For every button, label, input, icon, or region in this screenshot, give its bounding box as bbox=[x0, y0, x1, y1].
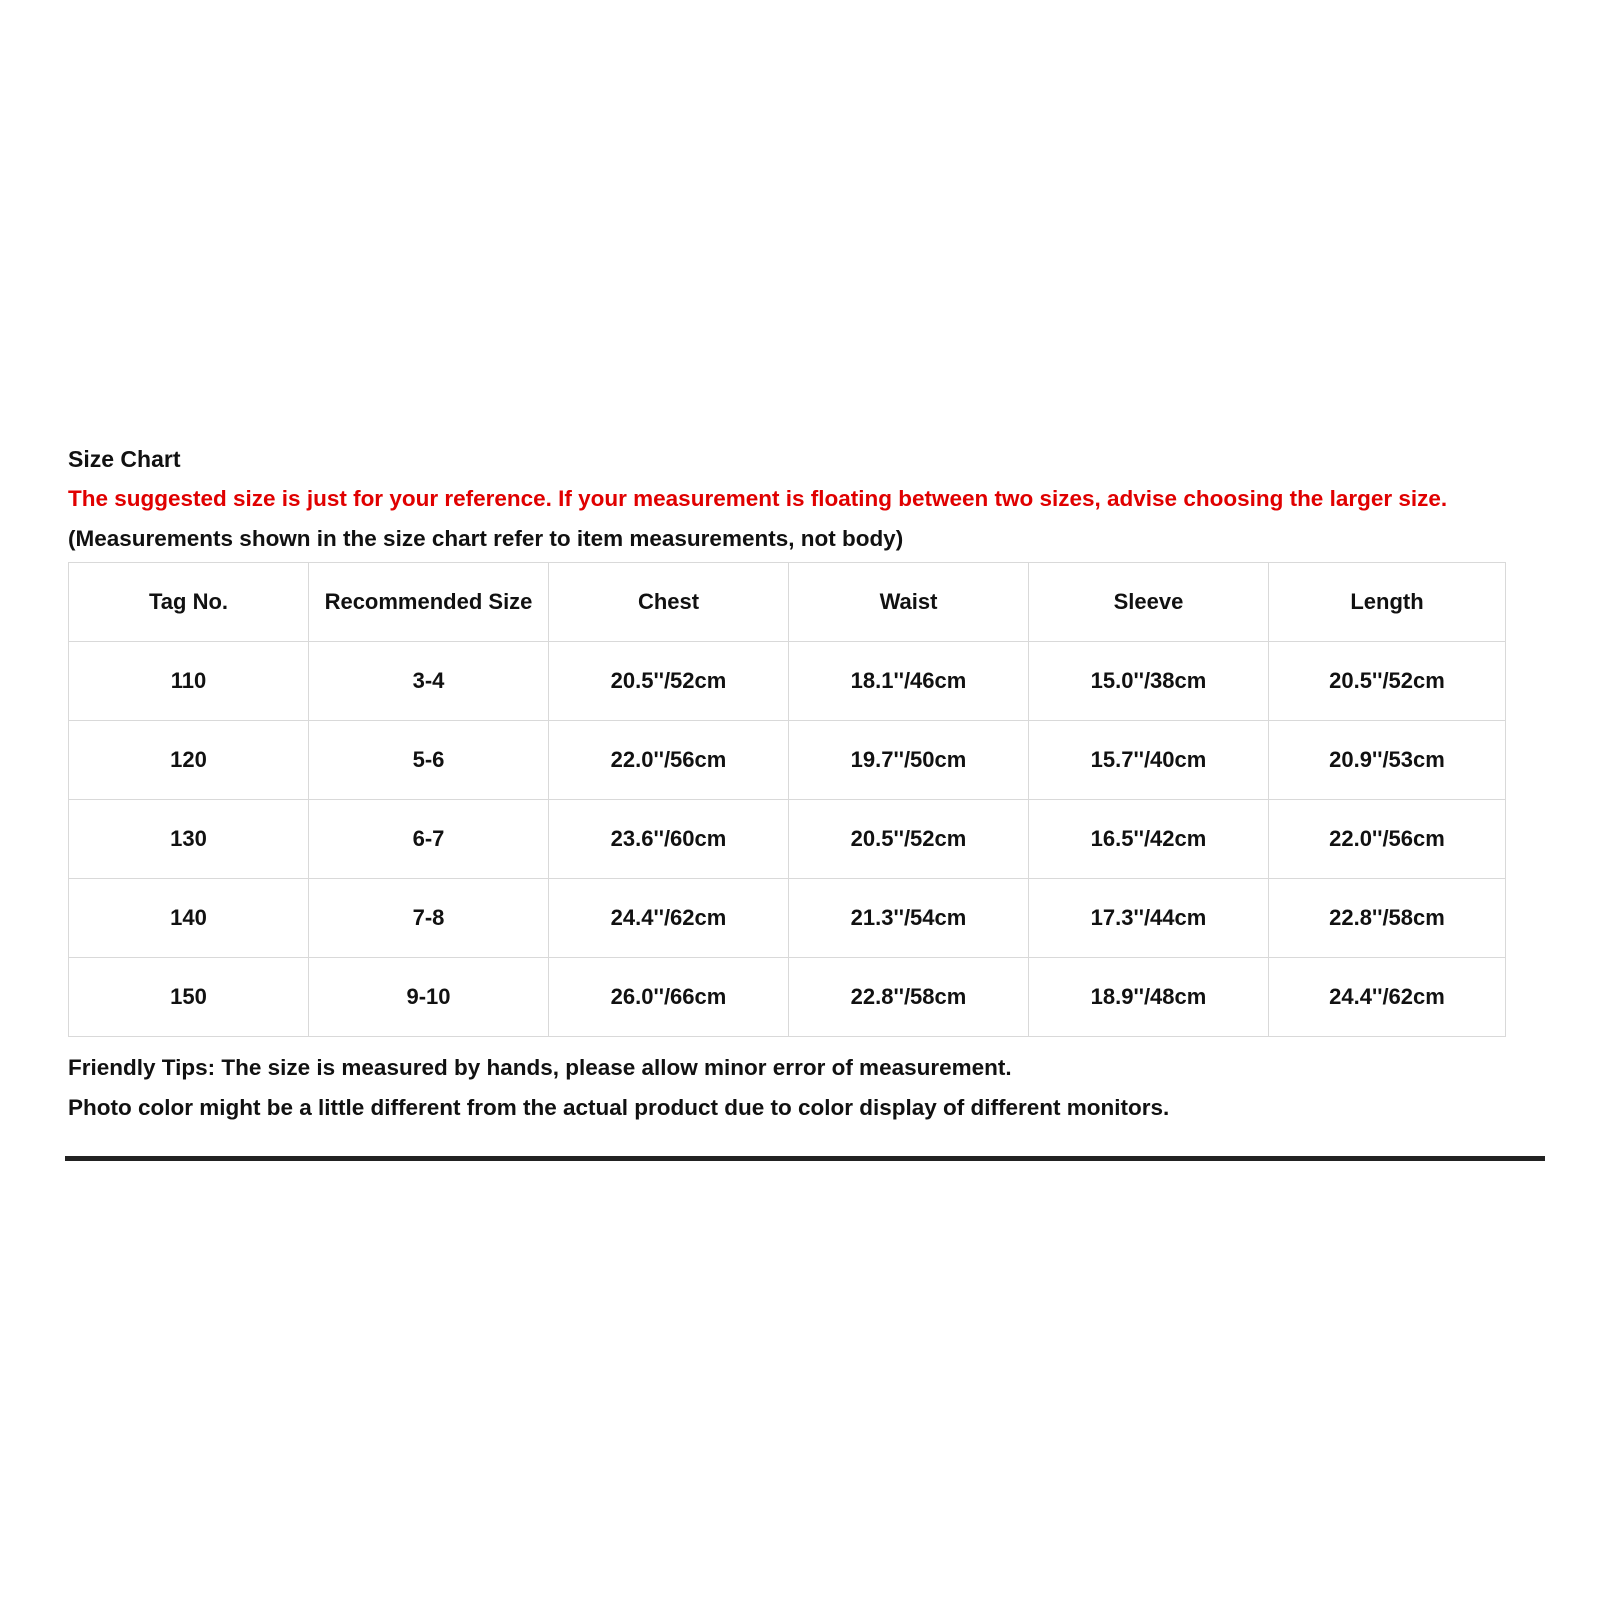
size-chart-title: Size Chart bbox=[68, 446, 181, 472]
header-chest: Chest bbox=[549, 563, 789, 642]
cell-recommended-size: 5-6 bbox=[309, 721, 549, 800]
cell-sleeve: 15.0''/38cm bbox=[1029, 642, 1269, 721]
cell-waist: 19.7''/50cm bbox=[789, 721, 1029, 800]
header-tag-no: Tag No. bbox=[69, 563, 309, 642]
cell-sleeve: 16.5''/42cm bbox=[1029, 800, 1269, 879]
cell-length: 20.9''/53cm bbox=[1269, 721, 1506, 800]
cell-recommended-size: 9-10 bbox=[309, 958, 549, 1037]
header-sleeve: Sleeve bbox=[1029, 563, 1269, 642]
cell-tag-no: 140 bbox=[69, 879, 309, 958]
table-header-row bbox=[69, 563, 1506, 642]
table-row bbox=[69, 800, 1506, 879]
header-waist: Waist bbox=[789, 563, 1029, 642]
bottom-divider bbox=[65, 1156, 1545, 1161]
cell-waist: 20.5''/52cm bbox=[789, 800, 1029, 879]
size-chart-section bbox=[68, 446, 1548, 1135]
tip-measurement: Friendly Tips: The size is measured by hands, please allow minor error of measurement. bbox=[68, 1055, 1012, 1080]
cell-recommended-size: 6-7 bbox=[309, 800, 549, 879]
cell-chest: 26.0''/66cm bbox=[549, 958, 789, 1037]
cell-sleeve: 15.7''/40cm bbox=[1029, 721, 1269, 800]
cell-tag-no: 110 bbox=[69, 642, 309, 721]
tip-photo-color: Photo color might be a little different from the actual product due to color display of different monitors. bbox=[68, 1095, 1170, 1120]
friendly-tips bbox=[68, 1055, 1548, 1121]
cell-length: 22.0''/56cm bbox=[1269, 800, 1506, 879]
cell-chest: 24.4''/62cm bbox=[549, 879, 789, 958]
cell-length: 20.5''/52cm bbox=[1269, 642, 1506, 721]
cell-tag-no: 150 bbox=[69, 958, 309, 1037]
cell-waist: 22.8''/58cm bbox=[789, 958, 1029, 1037]
cell-chest: 23.6''/60cm bbox=[549, 800, 789, 879]
cell-sleeve: 18.9''/48cm bbox=[1029, 958, 1269, 1037]
table-row bbox=[69, 642, 1506, 721]
cell-sleeve: 17.3''/44cm bbox=[1029, 879, 1269, 958]
header-length: Length bbox=[1269, 563, 1506, 642]
cell-recommended-size: 7-8 bbox=[309, 879, 549, 958]
cell-recommended-size: 3-4 bbox=[309, 642, 549, 721]
cell-length: 22.8''/58cm bbox=[1269, 879, 1506, 958]
cell-tag-no: 120 bbox=[69, 721, 309, 800]
cell-tag-no: 130 bbox=[69, 800, 309, 879]
cell-chest: 22.0''/56cm bbox=[549, 721, 789, 800]
table-row bbox=[69, 958, 1506, 1037]
cell-waist: 18.1''/46cm bbox=[789, 642, 1029, 721]
cell-waist: 21.3''/54cm bbox=[789, 879, 1029, 958]
header-recommended-size: Recommended Size bbox=[309, 563, 549, 642]
cell-length: 24.4''/62cm bbox=[1269, 958, 1506, 1037]
table-row bbox=[69, 721, 1506, 800]
size-recommendation-notice: The suggested size is just for your reference. If your measurement is floating between two sizes, advise choosing the larger size. bbox=[68, 486, 1448, 511]
measurement-note: (Measurements shown in the size chart refer to item measurements, not body) bbox=[68, 526, 904, 551]
size-table bbox=[68, 562, 1506, 1037]
cell-chest: 20.5''/52cm bbox=[549, 642, 789, 721]
table-row bbox=[69, 879, 1506, 958]
